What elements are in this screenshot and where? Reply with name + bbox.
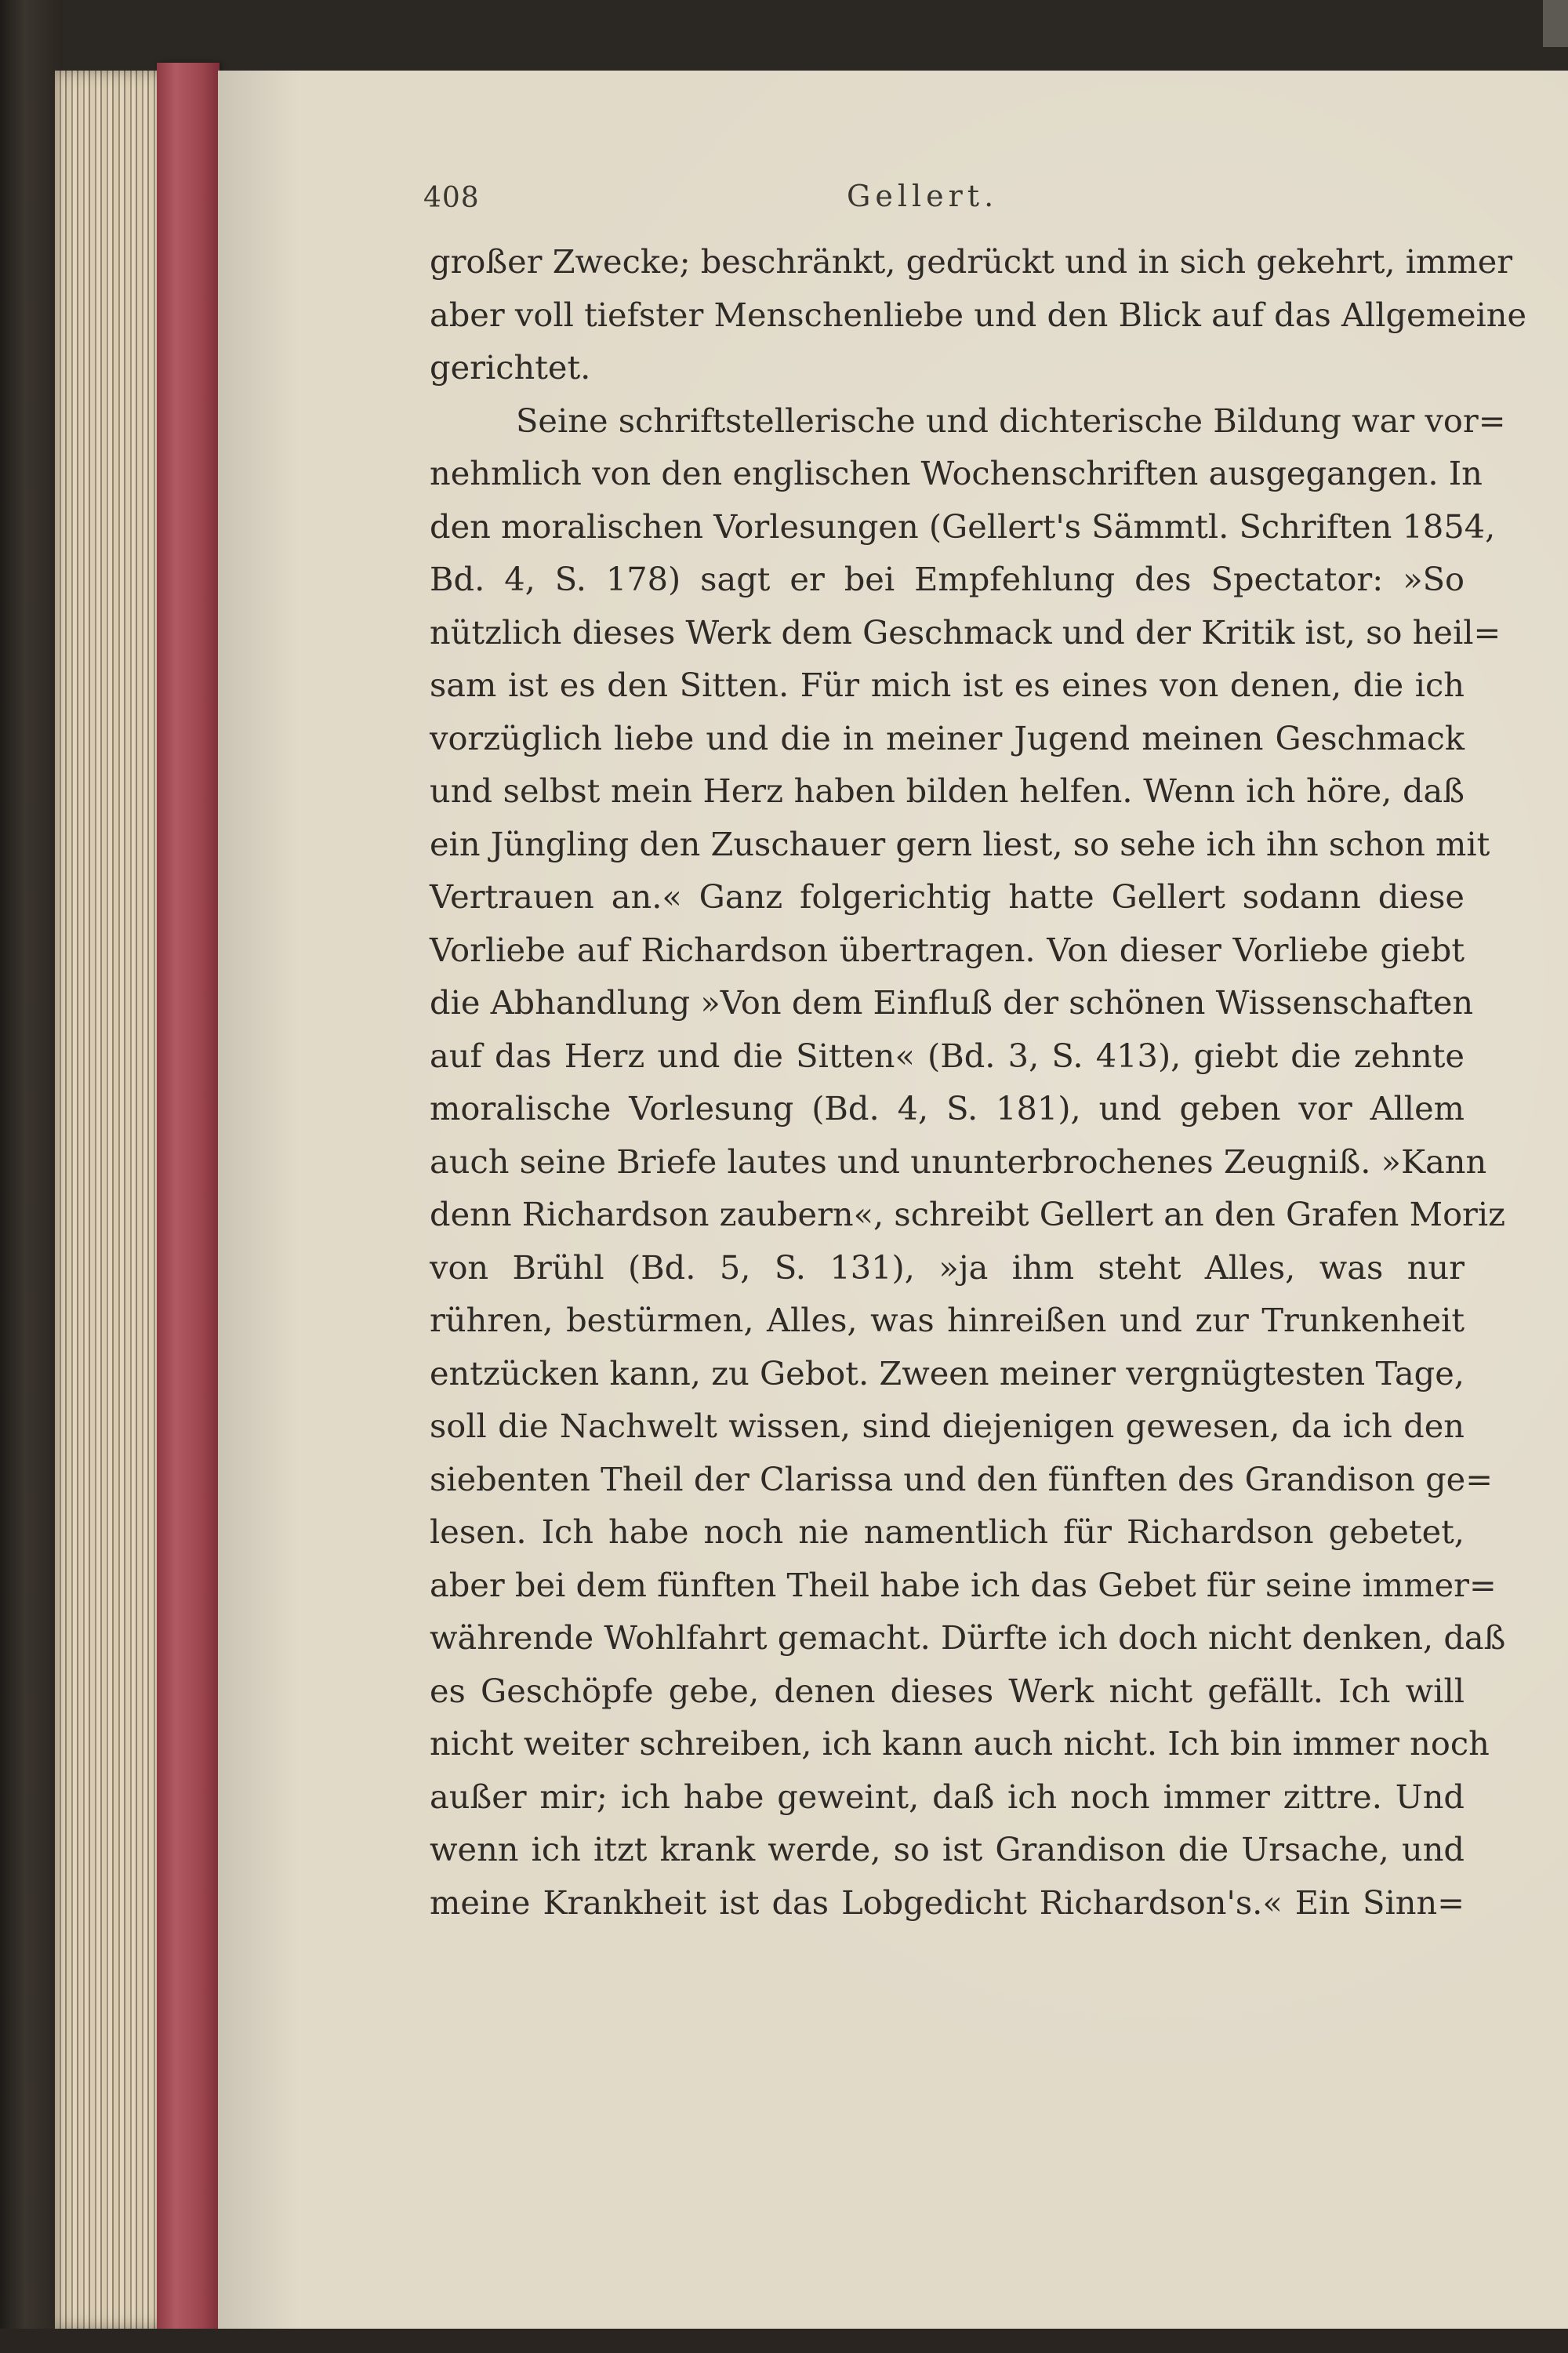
text-line: und selbst mein Herz haben bilden helfen. Wenn ich höre, daß	[430, 772, 1465, 810]
text-line: die Abhandlung »Von dem Einfluß der schönen Wissenschaften	[430, 983, 1474, 1022]
text-line: außer mir; ich habe geweint, daß ich noch immer zittre. Und	[430, 1777, 1465, 1816]
bottom-strip	[0, 2329, 1568, 2353]
text-line: Vorliebe auf Richardson übertragen. Von dieser Vorliebe giebt	[430, 930, 1465, 969]
page-header	[423, 179, 1474, 218]
text-line: von Brühl (Bd. 5, S. 131), »ja ihm steht Alles, was nur	[430, 1247, 1465, 1287]
text-line: sam ist es den Sitten. Für mich ist es eines von denen, die ich	[430, 666, 1465, 704]
text-line: rühren, bestürmen, Alles, was hinreißen und zur Trunkenheit	[430, 1301, 1465, 1339]
text-line: vorzüglich liebe und die in meiner Jugend meinen Geschmack	[430, 718, 1465, 757]
text-line: aber bei dem fünften Theil habe ich das Gebet für seine immer=	[430, 1565, 1497, 1604]
running-head: Gellert.	[847, 179, 999, 213]
text-line: den moralischen Vorlesungen (Gellert's Sämmtl. Schriften 1854,	[430, 507, 1496, 546]
text-line: gerichtet.	[430, 348, 591, 387]
text-line: es Geschöpfe gebe, denen dieses Werk nicht gefällt. Ich will	[430, 1671, 1465, 1710]
text-line: moralische Vorlesung (Bd. 4, S. 181), und geben vor Allem	[430, 1089, 1465, 1127]
text-line: Vertrauen an.« Ganz folgerichtig hatte Gellert sodann diese	[430, 877, 1465, 916]
text-line: nicht weiter schreiben, ich kann auch nicht. Ich bin immer noch	[430, 1724, 1490, 1763]
text-line: soll die Nachwelt wissen, sind diejenigen gewesen, da ich den	[430, 1407, 1465, 1445]
text-line: nützlich dieses Werk dem Geschmack und der Kritik ist, so heil=	[430, 612, 1501, 652]
text-line: entzücken kann, zu Gebot. Zween meiner vergnügtesten Tage,	[430, 1353, 1465, 1393]
text-line: ein Jüngling den Zuschauer gern liest, so sehe ich ihn schon mit	[430, 824, 1490, 863]
text-line: auch seine Briefe lautes und ununterbrochenes Zeugniß. »Kann	[430, 1142, 1487, 1181]
text-line: Bd. 4, S. 178) sagt er bei Empfehlung des Spectator: »So	[430, 560, 1465, 598]
text-line: währende Wohlfahrt gemacht. Dürfte ich doch nicht denken, daß	[430, 1618, 1506, 1657]
page-number: 408	[423, 182, 480, 214]
book-cover	[0, 0, 63, 2353]
text-line: lesen. Ich habe noch nie namentlich für Richardson gebetet,	[430, 1512, 1465, 1551]
text-line: wenn ich itzt krank werde, so ist Grandison die Ursache, und	[430, 1830, 1465, 1868]
text-line: nehmlich von den englischen Wochenschriften ausgegangen. In	[430, 454, 1483, 492]
red-page-edge	[157, 63, 220, 2337]
text-line: denn Richardson zaubern«, schreibt Gellert an den Grafen Moriz	[430, 1195, 1506, 1233]
corner-mark	[1543, 0, 1568, 47]
text-line: meine Krankheit ist das Lobgedicht Richardson's.« Ein Sinn=	[430, 1883, 1465, 1922]
text-line: großer Zwecke; beschränkt, gedrückt und in sich gekehrt, immer	[430, 242, 1513, 281]
text-line: aber voll tiefster Menschenliebe und den Blick auf das Allgemeine	[430, 295, 1527, 334]
body-text	[430, 235, 1527, 1929]
text-line: auf das Herz und die Sitten« (Bd. 3, S. 413), giebt die zehnte	[430, 1036, 1465, 1075]
text-line: siebenten Theil der Clarissa und den fünften des Grandison ge=	[430, 1459, 1494, 1498]
text-line: Seine schriftstellerische und dichterische Bildung war vor=	[516, 401, 1506, 440]
